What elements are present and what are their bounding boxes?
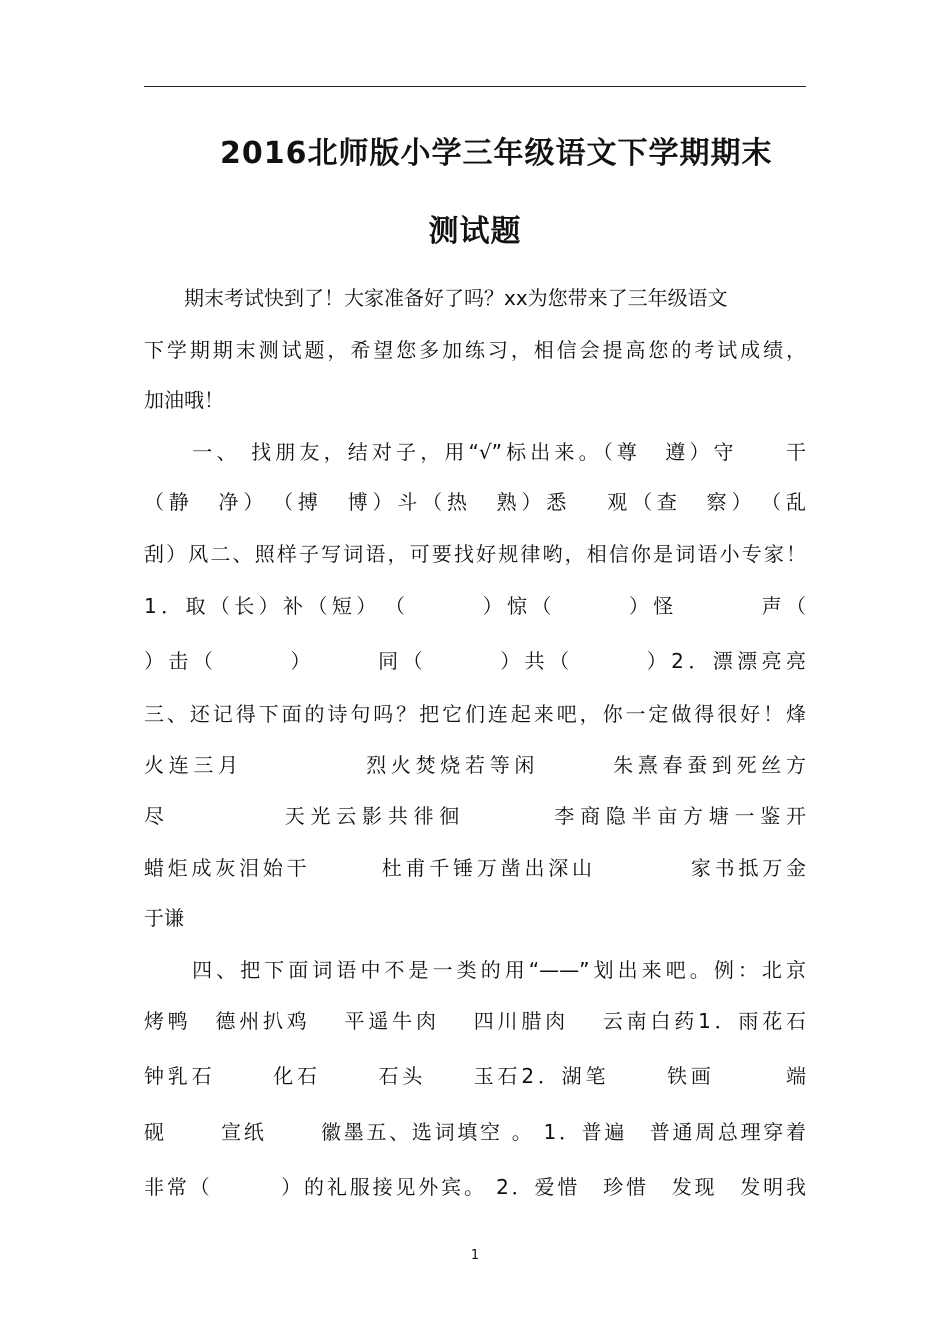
body-line: 期末考试快到了！大家准备好了吗？xx为您带来了三年级语文 [144, 286, 728, 310]
body-line: 尽 天光云影共徘徊 李商隐半亩方塘一鉴开 [144, 804, 806, 828]
body-line: （静 净） （搏 博）斗（热 熟）悉 观（查 察） （乱 [144, 490, 806, 514]
page-number: 1 [470, 1248, 480, 1263]
body-line: ）击（ ） 同（ ）共（ ）2．漂漂亮亮 [144, 649, 806, 673]
body-line: 钟乳石 化石 石头 玉石2．湖笔 铁画 端 [144, 1064, 806, 1088]
body-line: 烤鸭 德州扒鸡 平遥牛肉 四川腊肉 云南白药1．雨花石 [144, 1009, 806, 1033]
body-line: 四、把下面词语中不是一类的用“——”划出来吧。例：北京 [144, 958, 806, 982]
header-rule [144, 86, 806, 87]
body-line: 砚 宣纸 徽墨五、选词填空 。 1．普遍 普通周总理穿着 [144, 1120, 806, 1144]
body-line: 火连三月 烈火焚烧若等闲 朱熹春蚕到死丝方 [144, 753, 806, 777]
body-line: 于谦 [144, 906, 184, 930]
body-line: 一、 找朋友，结对子，用“√”标出来。（尊 遵）守 干 [144, 440, 806, 464]
body-line: 下学期期末测试题，希望您多加练习，相信会提高您的考试成绩， [144, 338, 806, 362]
page-title-line-1: 2016北师版小学三年级语文下学期期末 [220, 136, 773, 171]
page-title-line-2: 测试题 [428, 214, 522, 249]
body-line: 刮）风二、照样子写词语，可要找好规律哟，相信你是词语小专家！ [144, 542, 806, 566]
body-line: 非常（ ）的礼服接见外宾。 2．爱惜 珍惜 发现 发明我 [144, 1175, 806, 1199]
body-line: 三、还记得下面的诗句吗？把它们连起来吧，你一定做得很好！烽 [144, 702, 806, 726]
body-line: 蜡炬成灰泪始干 杜甫千锤万凿出深山 家书抵万金 [144, 856, 806, 880]
body-line: 1．取（长）补（短） （ ）惊（ ）怪 声（ [144, 594, 806, 618]
body-line: 加油哦！ [144, 388, 224, 412]
